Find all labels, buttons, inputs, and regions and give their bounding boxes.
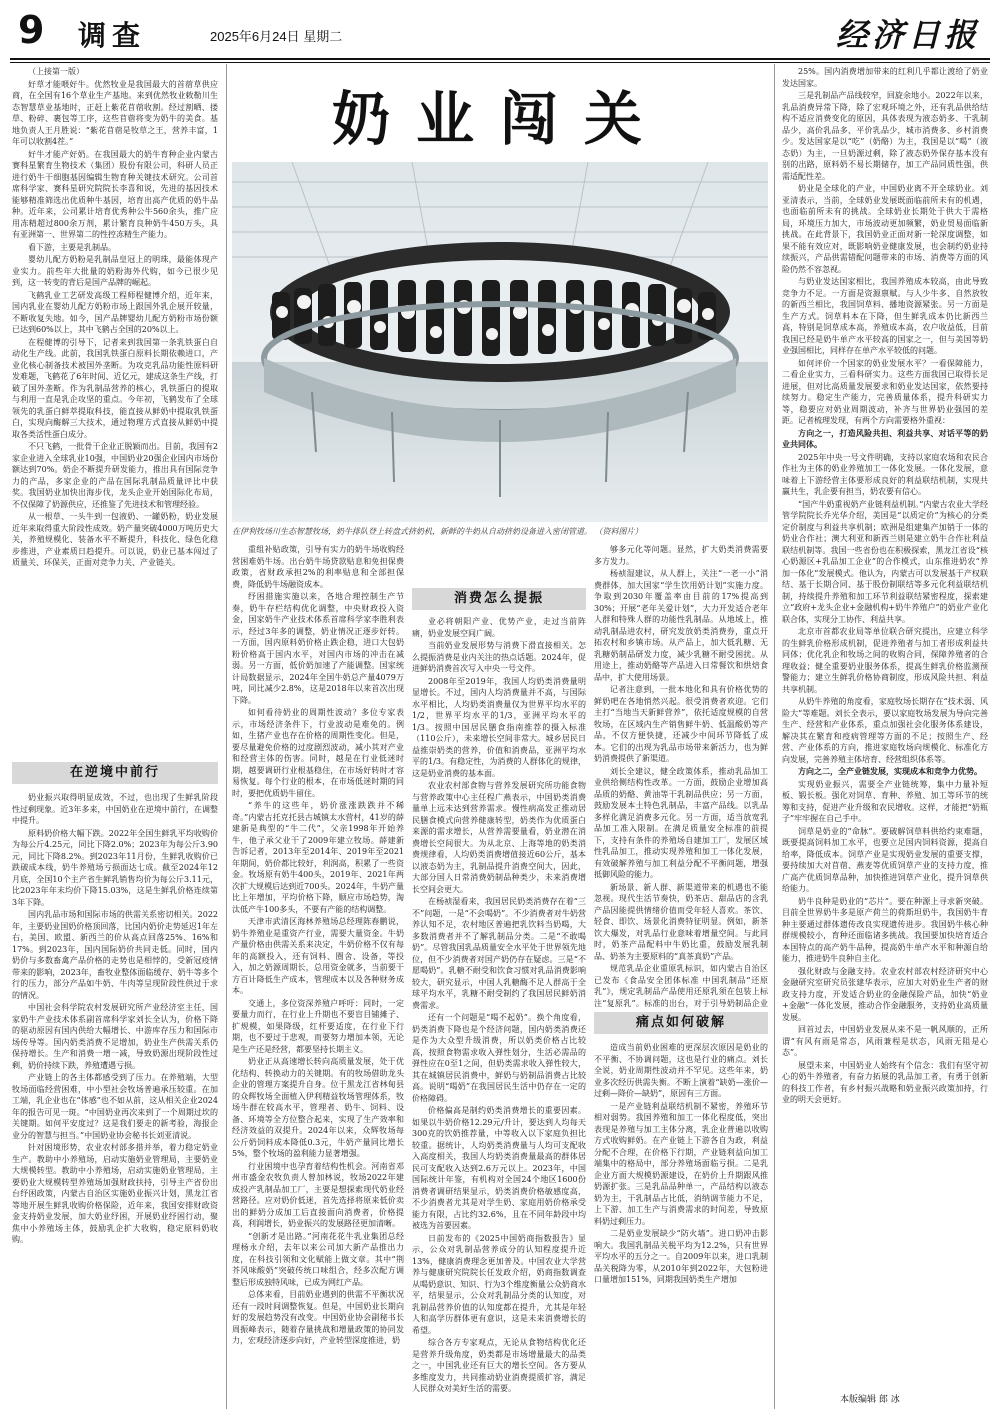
milking-parlor-photo [232, 162, 768, 522]
header-rule-thin [10, 62, 990, 63]
subhead-adversity: 在逆境中前行 [12, 762, 218, 784]
article-paragraph: 如何评价一个国家的奶业发展水平？一看保障能力，二看企业实力，三看科研实力。这些方面我国已取得长足进展，但对比高质量发展要求和奶业发达国家，依然要持续努力。稳定生产能力，完善质量体系，提升科研实力等，稳要应对奶业周期波动，补齐与世界奶业强国的差距。记者梳理发现，有两个方向需要格外重视： [782, 358, 988, 425]
article-paragraph: 杨祯湿建议，从人群上，关注“一老一小”消费群体，加大国家“学生饮用奶计划”实施力度。争取到2030年覆盖率由目前的17%提高到30%；开展“老年关爱计划”，大力开发适合老年人群和特殊人群的功能性乳制品。从地域上，推动乳制品进农村，研究发放奶类消费券，重点开拓农村和乡镇市场。从产品上，加大低乳糖、无乳糖奶制品研发力度，减少乳糖不耐受困扰。从用途上，推动奶酪等产品进入日常餐饮和烘焙食品中，扩大使用场景。 [594, 569, 768, 682]
article-paragraph: 天津市武清区海林养殖场总经理陈春鹏说，奶牛养殖业是重资产行业，需要大量资金。牛奶产量价格由供需关系来决定，牛奶价格不仅有每年的高额投入，还有饲料、圈舍、设备，等投入，加之奶源周期长，总用资金就多，当前要干方百计降低生产成本，管理成本以及各种财务成本。 [232, 917, 404, 995]
page-headline: 奶业闯关 [331, 85, 668, 153]
article-paragraph: 婴幼儿配方奶粉是乳制品皇冠上的明珠，最能体现产业实力。前些年大批量的奶粉海外代购，如今已很少见到，这一转变的背后是国产品牌的崛起。 [12, 255, 218, 287]
article-paragraph: 如何看待奶业的周期性波动？多位专家表示，市场经济条件下，行业波动是难免的。例如，生猪产业也存在价格的周期性变化。但是，要尽量避免价格的过度剧烈波动，减小其对产业和经营主体的伤害。同时，越是在行业低迷时期，越要调研行业根基稳住，在市场好转时才容易恢复。每个行业的根本，在市场低迷时期的同时，要把优质奶牛留住。 [232, 708, 404, 798]
article-paragraph: 新场景、新人群、新渠道带来的机遇也不能忽视。现代生活节奏快，奶茶店、甜品店的含乳产品因能提供情绪价值而受年轻人喜欢。茶饮、轻食、即饮、场景化消费特征明显。例如，新茶饮大爆发，对乳品行业意味着增量空间。与此同时，奶茶产品配料中牛奶比重，鼓励发展乳制品、奶茶为主要原料的“真茶真奶”产品。 [594, 882, 768, 961]
article-paragraph: 刘长全建议，健全政策体系，推动乳品加工业供给侧结构性改革。一方面，鼓励企业增加高品质的奶酪、黄油等干乳制品供应；另一方面，鼓励发展本土特色乳制品，丰富产品线。以乳品多样化满足消费多元化。另一方面，适当放宽乳品加工准入限制。在满足质量安全标准的前提下，支持有条件的养殖场自建加工厂，发展区域性乳品加工，推动实现养殖和加工一体化发展，有效破解养殖与加工利益分配不平衡问题，增强抵御风险的能力。 [594, 766, 768, 879]
article-column-3a [412, 544, 586, 582]
article-paragraph: 看下游，主要是乳制品。 [28, 242, 116, 252]
article-paragraph: 价格偏高是制约奶类消费增长的重要因素。如果以牛奶价格12.29元/升计，要达到人均每天300克的饮奶推荐量，中等收入以下家庭负担比较重。据统计，人均奶类消费量与人均可支配收入高度相关，我国人均奶类消费量最高的群体居民可支配收入达到2.6万元以上。2023年，中国国际统计年鉴，有机构对全国24个地区1600份消费者调研结果显示，奶类消费价格敏感度高，不少消费者尤其是对学生奶、家庭用奶价格承受能力有限，占比约32.6%，且在不同年龄段中均被选为首要因素。 [412, 1106, 586, 1230]
article-paragraph: 纾困措施实施以来，各地合理控制生产节奏，奶牛存栏结构优化调整，中央财政投入资金，国家奶牛产业技术体系首席科学家李胜利表示，经过3年多的调整，奶业情况正逐步好转。一方面，国内原料奶价格止跌企稳，进口大包奶粉价格高于国内水平，对国内市场的冲击在减弱。另一方面，低价奶加速了产能调整。国家统计局数据显示，2024年全国牛奶总产量4079万吨，同比减少2.8%，这是2018年以来首次出现下降。 [232, 592, 404, 705]
article-paragraph: 还有一个问题是“喝不起奶”。换个角度看，奶类消费下降也是个经济问题，国内奶类消费还是作为大众型升级消费，所以奶类价格占比较高，按照食物需求收入弹性划分，生活必需品的弹性应在0至1之间，但奶类需求收入弹性较大，其在城镇居民消费中，鲜奶与奶制品消费占比较高。说明“喝奶”在我国居民生活中仍存在一定的价格障碍。 [412, 1013, 586, 1103]
article-paragraph: 中国社会科学院农村发展研究所产业经济室主任，国家奶牛产业技术体系副首席科学家刘长全认为，价格下降的驱动原因有国内供给大幅增长、中游库存压力和国际市场传导等。国内奶类消费不足增加，奶业生产供需关系仍保持增长。生产和消费一增一减，导致奶源出现阶段性过剩，奶价持续下跌，养殖遭遇亏损。 [12, 1003, 218, 1070]
article-column-5 [782, 66, 988, 1386]
article-paragraph: 奶业振兴取得明显成效，不过，也出现了生鲜乳阶段性过剩现象。近3年多来，中国奶业在逆境中前行，在调整中提升。 [12, 793, 218, 825]
article-paragraph: 方向之二，全产业链发展，实现成本和竞争力优势。 [798, 766, 982, 776]
article-column-3 [412, 616, 586, 1407]
article-column-4 [594, 544, 768, 1008]
article-paragraph: （上接第一版） [28, 67, 84, 76]
header-rule [10, 58, 990, 60]
article-paragraph: 北京市首都农业局等单位联合研究提出，应建立科学的生鲜乳价格形成机制，促进养殖者与加工者形成利益共同体；优化乳企和牧场之间的收购合同，保障养殖者的合理收益；健全重要奶业服务体系，提高生鲜乳价格监测预警能力；建立生鲜乳价格协商制度，形成风险共担、利益共享机制。 [782, 627, 988, 694]
article-paragraph: 实现奶业振兴，需要全产业链统筹，集中力量补短板、锻长板。强化对饲草、育种、养殖、加工等环节的统筹和支持，促进产业升级和农民增收。这样，才能把“奶瓶子”牢牢握在自己手中。 [782, 779, 988, 823]
issue-date: 2025年6月24日 星期二 [210, 29, 343, 44]
article-column-4b [594, 1042, 768, 1407]
article-paragraph: 造成当前奶业困难的更深层次原因是奶业的不平衡、不协调问题，这也是行业的痛点。刘长全说，奶业周期性波动并不罕见。这些年来，奶业多次经历供需失衡。不断上演着“缺奶—涨价—过剩—降价—缺奶”，原因有三方面。 [594, 1043, 768, 1098]
subhead-painpoints: 痛点如何破解 [594, 1012, 768, 1034]
section-title: 调查 [78, 19, 147, 52]
article-paragraph: 与奶业发达国家相比，我国养殖成本较高，由此导致竞争力不足。一方面是资源禀赋。与人少牛多、自然放牧的新西兰相比，我国饲草料、播地资源紧张。另一方面是生产方式。饲草料本在下降，但生鲜乳成本仍比新西兰高，特别是饲草成本高，养殖成本高，农户收益低，目前我国已经是奶牛单产水平较高的国家之一，但与美国等奶业强国相比，同样存在单产水平较低的问题。 [782, 277, 988, 355]
photo-caption: 在伊利牧场川生态智慧牧场，奶牛排队登上转盘式挤奶机，新鲜的牛奶从自动挤奶设备进入密闭管道。 （资料图片） [232, 527, 643, 536]
article-paragraph: 强化财政与金融支持。农业农村部农村经济研究中心金融研究室研究员张建华表示，应加大对奶业生产者的财政支持力度，开发适合奶业的金融保险产品，加快“奶业+金融”一体化发展，推动合作金融服务，支持奶业高质量发展。 [782, 966, 988, 1022]
article-paragraph: “国产牛奶重视奶产业链利益机制。”内蒙古农业大学经管学院院长乔光华介绍，美国是“以质定价”为核心的分类定价制度与利益共享机制；欧洲是组建集产加销于一体的奶业合作社；澳大利亚和新西兰则是建立奶牛合作社利益联结机制等。我国一些省份也在积极探索，黑龙江省设“核心奶源区+乳品加工企业”的合作模式，山东推进奶农“养加一体化”发展模式。他认为，内蒙古可以发展基于产权联结、基于长期合同、基于股份制联结等多元化利益联结机制，持续提升养殖和加工环节利益联结紧密程度，探索建立“政府+龙头企业+金融机构+奶牛养殖户”的奶业产业化联合体，实现分工协作、利益共享。 [782, 499, 988, 624]
article-paragraph: 展望未来，中国奶业人始终有个信念：我们有坚守初心的奶牛养殖者，有奋力拓展的乳品加工者，有勇于创新的科技工作者，有乡村振兴战略和奶业振兴政策加持，行业的明天会更好。 [782, 1060, 988, 1104]
article-paragraph: 三是乳制品产品线较窄，回旋余地小。2022年以来，乳品消费异常下降，除了宏观环境之外，还有乳品供给结构不适应消费变化的原因，具体表现为液态奶多、干乳制品少，高价乳品多、平价乳品少，城市消费多、乡村消费少。发达国家是以“吃”（奶酪）为主，我国是以“喝”（液态奶）为主，一旦奶源过剩，除了液态奶外保存基本没有别的出路，原料奶不易长期储存，加工产品同质性强，供需适配性差。 [782, 91, 988, 181]
article-paragraph: 不只飞鹤，一批骨干企业正脱颖而出。目前，我国有2家企业进入全球乳业10强，中国奶业20强企业国内市场份额达到70%。奶企不断提升研发能力，推出具有国际竞争力的产品，多家企业的产品在国际乳制品质量评比中获奖。我国奶业加快出海步伐，龙头企业开始国际化布局，不仅保障了奶源供应，还推鉴了先进技术和管理经验。 [12, 442, 218, 509]
article-paragraph: 在程健博的引导下，记者来到我国第一条乳铁蛋白自动化生产线。此前，我国乳铁蛋白原料长期依赖进口，产业化核心制备技术被国外垄断。为攻克乳品功能性原料研发难题，飞鹤花了6年时间、近亿元，建成这条生产线，打破了国外垄断。作为乳制品营养的核心，乳铁蛋白的提取与利用一直是乳企攻坚的重点。今年初，飞鹤发布了全球领先的乳蛋白鲜萃提取科技，能直接从鲜奶中提取乳铁蛋白，实现向酶解三大技术，通过物理方式直接从鲜奶中提取各类活性蛋白成分。 [12, 337, 218, 439]
article-paragraph: 奶牛良种是奶业的“芯片”。要在种源上寻求新突破。目前全世界奶牛多是原产荷兰的荷斯坦奶牛，我国奶牛育种主要通过群体遗传改良实现遗传进步。我国奶牛核心种群规模较小，育种还面临诸多挑战。我国要加快培育适合本国特点的高产奶牛品种，提高奶牛单产水平和种源自给能力，推进奶牛良种自主化。 [782, 896, 988, 963]
article-paragraph: 综合各方专家观点，无论从食物结构优化还是营养升级角度，奶类都是市场增量最大的品类之一，中国乳业还有巨大的增长空间。各方要从多维度发力，共同推动奶业消费提质扩容，满足人民群众对美好生活的需要。 [412, 1338, 586, 1393]
article-paragraph: 总体来看，目前奶业遇到的供需不平衡状况还有一段时间调整恢复。但是，中国奶业长期向好的发展趋势没有改变。中国奶业协会副秘书长周振峰表示，随着存量挑战和增量政策的协同发力，宏观经济逐步向好，产业转型深度推进，奶 [232, 1290, 404, 1345]
article-paragraph: 奶业正从高速增长转向高质量发展，处于优化结构、转换动力的关键期。有的牧场借助龙头企业的管理方案提升自身。位于黑龙江省林甸县的众辉牧场全面植入伊利精益牧场管理体系，牧场牛群在较高水平，管理者、奶牛、饲料、设备、环境等全方位整合起来，实现了生产效率和经济效益的双提升。2024年以来，众辉牧场每公斤奶饲料成本降低0.3元，牛奶产量同比增长5%，整个牧场的盈利能力显著增强。 [232, 1057, 404, 1158]
article-paragraph: 当前奶业发展形势与消费下滑直接相关。怎么提振消费是业内关注的热点话题。2024年，促进鲜奶消费首次写入中央一号文件。 [412, 641, 586, 673]
article-paragraph: 业必将朝阳产业、优势产业，走过当前阵痛，奶业发展空间广阔。 [412, 617, 586, 638]
article-paragraph: 规范乳品企业重原乳标识，如内蒙古自治区已发布《食品安全团体标准 中国乳制品“还原乳”》，规定乳制品产品使用还原乳须在包装上标注“复原乳”。标准的出台，对于引导奶制品企业 [594, 964, 768, 1008]
article-paragraph: 行业困境中也孕育着结构性机会。河南省邓州市盛金农牧负责人曾加林说，牧场2022年建成投产乳制品加工厂，主要是想探索现代奶业经营路径。应对奶价低迷，首先选择将原来低价卖出的鲜奶分成加工后直接面向消费者，价格提高，利润增长，奶业振兴的发展路径更加清晰。 [232, 1161, 404, 1228]
article-paragraph: 方向之一，打造风险共担、利益共享、对话平等的奶业共同体。 [782, 427, 988, 449]
masthead-logo: 经济日报 [835, 16, 980, 54]
article-paragraph: 重组补贴政策，引导有实力的奶牛场收购经营困难奶牛场。出台奶牛场贷款贴息和免担保费政策，省财政承担2%的利率贴息和全部担保费，降低奶牛场融资成本。 [232, 545, 404, 589]
article-paragraph: 回首过去，中国奶业发展从来不是一帆风顺的，正所谓“有风有雨是常态，风雨兼程是状态，风雨无阻是心态”。 [782, 1025, 988, 1057]
article-paragraph: 饲草是奶业的“命脉”。要破解饲草料供给约束难题，既要提高饲料加工水平，也要立足国内饲料资源，提高自给率，降低成本。饲草产业是实现奶业发展的重要支撑，要持续加大对苜蓿、燕麦等优质饲草产业的支持力度，推广高产优质饲草品种，加快推进饲草产业化，提升饲草供给能力。 [782, 826, 988, 893]
article-paragraph: 奶业是全球化的产业，中国奶业离不开全球奶业。刘亚清表示，当前，全球奶业发展既面临前所未有的机遇，也面临前所未有的挑战。全球奶业长期处于供大于需格局，环境压力加大，市场波动更加频繁，奶业贸易面临新挑战。在此背景下，我国奶业正面对新一轮深度调整，如果不能有效应对，既影响奶业健康发展，也会制约奶业持续振兴，产品供需错配问题带来的市场、消费等方面的风险仍然不容忽视。 [782, 184, 988, 274]
article-paragraph: 够多元化等问题。显然，扩大奶类消费需要多方发力。 [594, 545, 768, 566]
article-paragraph: 针对困境形势，农业农村部多措并举，着力稳定奶业生产。教助中小养殖场，启动实施奶业管理局，主要奶业大规模转型。教助中小养殖场，启动实施奶业管理局，主要奶业大规模转型养殖场加强财政扶持，引导主产省份出台纾困政策，内蒙古自治区实施奶业振兴计划，黑龙江省等地开展生鲜乳收购价格保险，近年来，我国安排财政资金支持奶业发展，加大奶业纾困，开展奶业纾困行动，聚焦中小养殖场主体，鼓励乳企扩大收购，稳定原料奶收购。 [12, 1143, 218, 1244]
article-paragraph: 飞鹤乳业工艺研发高级工程师程健博介绍，近年来，国内乳业在婴幼儿配方奶粉市场上跟国外乳企展开较量，不断收复失地。如今，国产品牌婴幼儿配方奶粉市场份额已达到60%以上，其中飞鹤占全国的20%以上。 [12, 290, 218, 334]
article-paragraph: “养牛的这些年，奶价涨涨跌跌并不稀奇。”内蒙古托克托县古城镇太水营村，41岁的薛建新是典型的“牛二代”，父亲1998年开始养牛，他子承父业干了2009年建立牧场。薛建新告诉记者，2013年至2014年、2019年至2021年期间，奶价都比较好，利润高，积累了一些资金。牧场原有奶牛400头，2019年、2021年两次扩大规模后达到近700头。2024年，牛奶产量比上年增加，平均价格下降，顺应市场趋势，淘汰低产牛100多头，不要有产能的结构调整。 [232, 801, 404, 914]
article-paragraph: 一是产业链利益联结机制不紧密，养殖环节相对弱势。我国养殖和加工一体化程度低，突出表现是养殖与加工主体分离，乳企业普遍以收购方式收购鲜奶。在产业链上下游各自为政，利益分配不合理，在价格下行期，产业链利益向加工端集中的格局中，部分养殖场面临亏损。二是乳企业方面大规模奶源建设，在奶价上升期跟风推奶源扩张。三是乳品品种单一，产品结构以液态奶为主，干乳制品占比低，消纳调节能力不足，上下游、加工生产与消费需求的时间差，导致原料奶过剩压力。 [594, 1101, 768, 1226]
article-paragraph: 农业农村部食物与营养发展研究所功能食物与营养政策中心主任程广燕表示，中国奶类消费量单上远未达到营养需求。慢性病高发正推动居民膳食模式向营养健康转型，奶类作为优质蛋白来源的需求增长，从营养需要量看，奶业潜在消费增长空间很大。为从北京、上海等地的奶类消费规律看，人均奶类消费增值接近60公斤，基本以液态奶为主，乳制品提升消费空间大，因此，大部分国人日常消费奶制品种类少，未来消费增长空间会更大。 [412, 781, 586, 894]
page-number: 9 [18, 8, 45, 52]
page-header [0, 0, 1000, 60]
article-paragraph: 二是奶业发展缺少“防火墙”。进口奶冲击影响大。我国乳制品关税平均为12.2%，只有世界平均水平的五分之一。自2009年以来，进口乳制品关税降为零，从2010年到2022年，大包粉进口量增加151%，同期我国奶类生产增加 [594, 1229, 768, 1284]
article-paragraph: 25%。国内消费增加带来的红利几乎都让渡给了奶业发达国家。 [782, 67, 988, 88]
rotary-milking-parlor-image [232, 162, 768, 522]
article-paragraph: 国内乳品市场和国际市场的供需关系密切相关。2022年，主要奶业国奶价格顶回落，比国内奶价走势延迟1年左右，美国、欧盟、新西兰的价从高点回落25%、16%和17%。到2023年，国内国际奶价共同走低。同时，国内奶价与多数畜禽产品价格的走势也是相悖的，受新冠疫情带来的影响，2023年，畜牧业整体面临缓存、奶牛等多个行的压力，部分产品如牛奶、牛肉等呈现阶段性供过于求的情况。 [12, 910, 218, 1000]
article-paragraph: 日前发布的《2025中国奶商指数报告》显示，公众对乳制品营养成分的认知程度提升近13%，健康消费理念更加普及。中国农业大学营养与健康研究院院长任发政介绍，奶商指数调查从喝奶意识、知识、行为3个维度衡量公众奶商水平，结果显示，公众对乳制品分类的认知度，对乳制品营养价值的认知度都在提升，尤其是年轻人和高学历群体更有意识，这是未来消费增长的希望。 [412, 1233, 586, 1335]
article-paragraph: 2008年至2019年，我国人均奶类消费量明显增长。不过，国内人均消费量并不高，与国际水平相比，人均奶类消费量仅为世界平均水平的1/2，世界平均水平的1/3，亚洲平均水平的1/3。按照中国居民膳食指南推荐的摄入标准（110公斤），未来增长空间非常大。城乡居民日益推崇奶类的营养，价值和消费品，亚洲平均水平的1/3。有稳定性，为消费的人群体化的规律，这是奶业消费的基本面。 [412, 676, 586, 778]
article-column-1 [12, 66, 218, 758]
column-divider [226, 64, 227, 1409]
article-column-2 [232, 544, 404, 1407]
article-paragraph: 好草才能喂好牛。优然牧业是我国最大的首蓿草供应商，在全国有16个草业生产基地。来到优然牧业敕勒川生态智慧草业基地时，正赶上紫花苜蓿收割。经过割晒、搂草、粉碎、裹包等工序，这些苜蓿将变为奶牛的美食。基地负责人王月胜说：“紫花苜蓿是牧草之王，营养丰富，1年可以收割4茬。” [12, 79, 218, 146]
article-paragraph: 2025年中央一号文件明确，支持以家庭农场和农民合作社为主体的奶业养殖加工一体化发展。一体化发展，意味着上下游经营主体要形成良好的利益联结机制，实现共赢共生，乳企要有担当，奶农要有信心。 [782, 452, 988, 496]
article-paragraph: “创新才是出路。”河南花花牛乳业集团总经理杨永介绍，去年以来公司加大新产品推出力度，在科技引领和文化赋能上做文章。其中“荆芥风味酸奶”突破传统口味组合，经多次配方调整后形成独特风味，已成为网红产品。 [232, 1231, 404, 1287]
article-paragraph: 记者注意到，一批本地化和具有价格优势的鲜奶吧在各地悄然兴起。很受消费者欢迎。它们主打“当地当天新鲜营养”，依托适度规模的自营牧场，在区域内生产销售鲜牛奶、低温酸奶等产品，不仅方便快捷，还减少中间环节降低了成本。它们的出现为乳品市场带来新活力，也为鲜奶消费提供了新渠道。 [594, 685, 768, 763]
article-column-1b [12, 792, 218, 1407]
column-divider [774, 64, 775, 1409]
article-paragraph: 好牛才能产好奶。在我国最大的奶牛育种企业内蒙古赛科星繁育生物技术（集团）股份有限公司，科研人员正进行奶牛干细胞基因编辑生物育种关键技术研究。公司首席科学家、赛科星研究院院长李喜和说，先进的基因技术能够精准筛选出优质种牛基因，培育出高产优质的奶牛品种。近年来，公司累计培育优秀种公牛560余头，推广应用冻精超过800余万剂，累计繁育良种奶牛450万头，具有亚洲第一、世界第二的性控冻精生产能力。 [12, 149, 218, 239]
editor-credit: 本版编辑 郎 冰 [840, 1395, 900, 1405]
subhead-consumption: 消费怎么提振 [412, 588, 586, 610]
article-paragraph: 从奶牛养殖的角度看，家庭牧场长期存在“技术弱、风险大”等难题。刘长全表示，要以家庭牧场发展为导向完善生产、经营和产业体系，重点加强社会化服务体系建设，解决其在繁育和疫病管理等方面的不足；按照生产、经营、产业体系的方向，推进家庭牧场向规模化、标准化方向发展，完善养殖主体培育、经营组织体系等。 [782, 697, 988, 764]
article-paragraph: 从一根草、一头牛到一包液奶、一罐奶粉，奶业发展近年来取得重大阶段性成效。奶产量突破4000万吨历史大关，养殖规模化、装备水平不断提升，科技化、绿色化稳步推进，产业素质日趋提升。可以说，奶业已基本闯过了质量关、环保关，正面对竞争力关、产业链关。 [12, 512, 218, 567]
article-paragraph: 在杨祯湿看来，我国居民奶类消费存在着“三不”问题，一是“不会喝奶”。不少消费者对牛奶营养认知不足，农村地区普遍把乳饮料当奶喝，大多数消费者并不了解乳制品分类。二是“不敢喝奶”。尽管我国乳品质量安全水平处于世界领先地位，但不少消费者对国产奶仍存在疑虑。三是“不愿喝奶”。乳糖不耐受和饮食习惯对乳品消费影响较大，研究显示，中国人乳糖酶不足人群高于全球平均水平，乳糖不耐受制约了我国居民鲜奶消费需求。 [412, 897, 586, 1010]
article-paragraph: 交通上，多位资深养殖户呼吁：同时，一定要量力而行，在行业上升期也不要盲目铺摊子、扩规模，如果降级，红杆要适度，在行业下行期，也不要过于悲观，而要努力增加本领，无论是生产还是经营，都要坚持长期主义。 [232, 998, 404, 1054]
article-paragraph: 原料奶价格大幅下跌。2022年全国生鲜乳平均收购价为每公斤4.25元，同比下降2.0%；2023年为每公斤3.90元，同比下降8.2%。到2023年11月份，生鲜乳收购价已跌破成本线，奶牛养殖场亏损面达七成。截至2024年12月底，全国10个主产省生鲜乳销售均价为每公斤3.11元，比2023年年末均价下降15.03%，这是生鲜乳价格连续第3年下降。 [12, 828, 218, 907]
article-paragraph: 产业链上的各主体都感受到了压力。在养殖端，大型牧场面临经营困难，中小型社会牧场普遍承压较重。在加工端，乳企业也在“体感”也不如从前，这从相关企业2024年的报告可见一斑。“中国奶业再次来到了一个周期过坎的关键期。如何平安度过？这是我们要走的新考验，海报企业分的智慧与担当。”中国奶业协会秘书长刘亚清说。 [12, 1073, 218, 1140]
